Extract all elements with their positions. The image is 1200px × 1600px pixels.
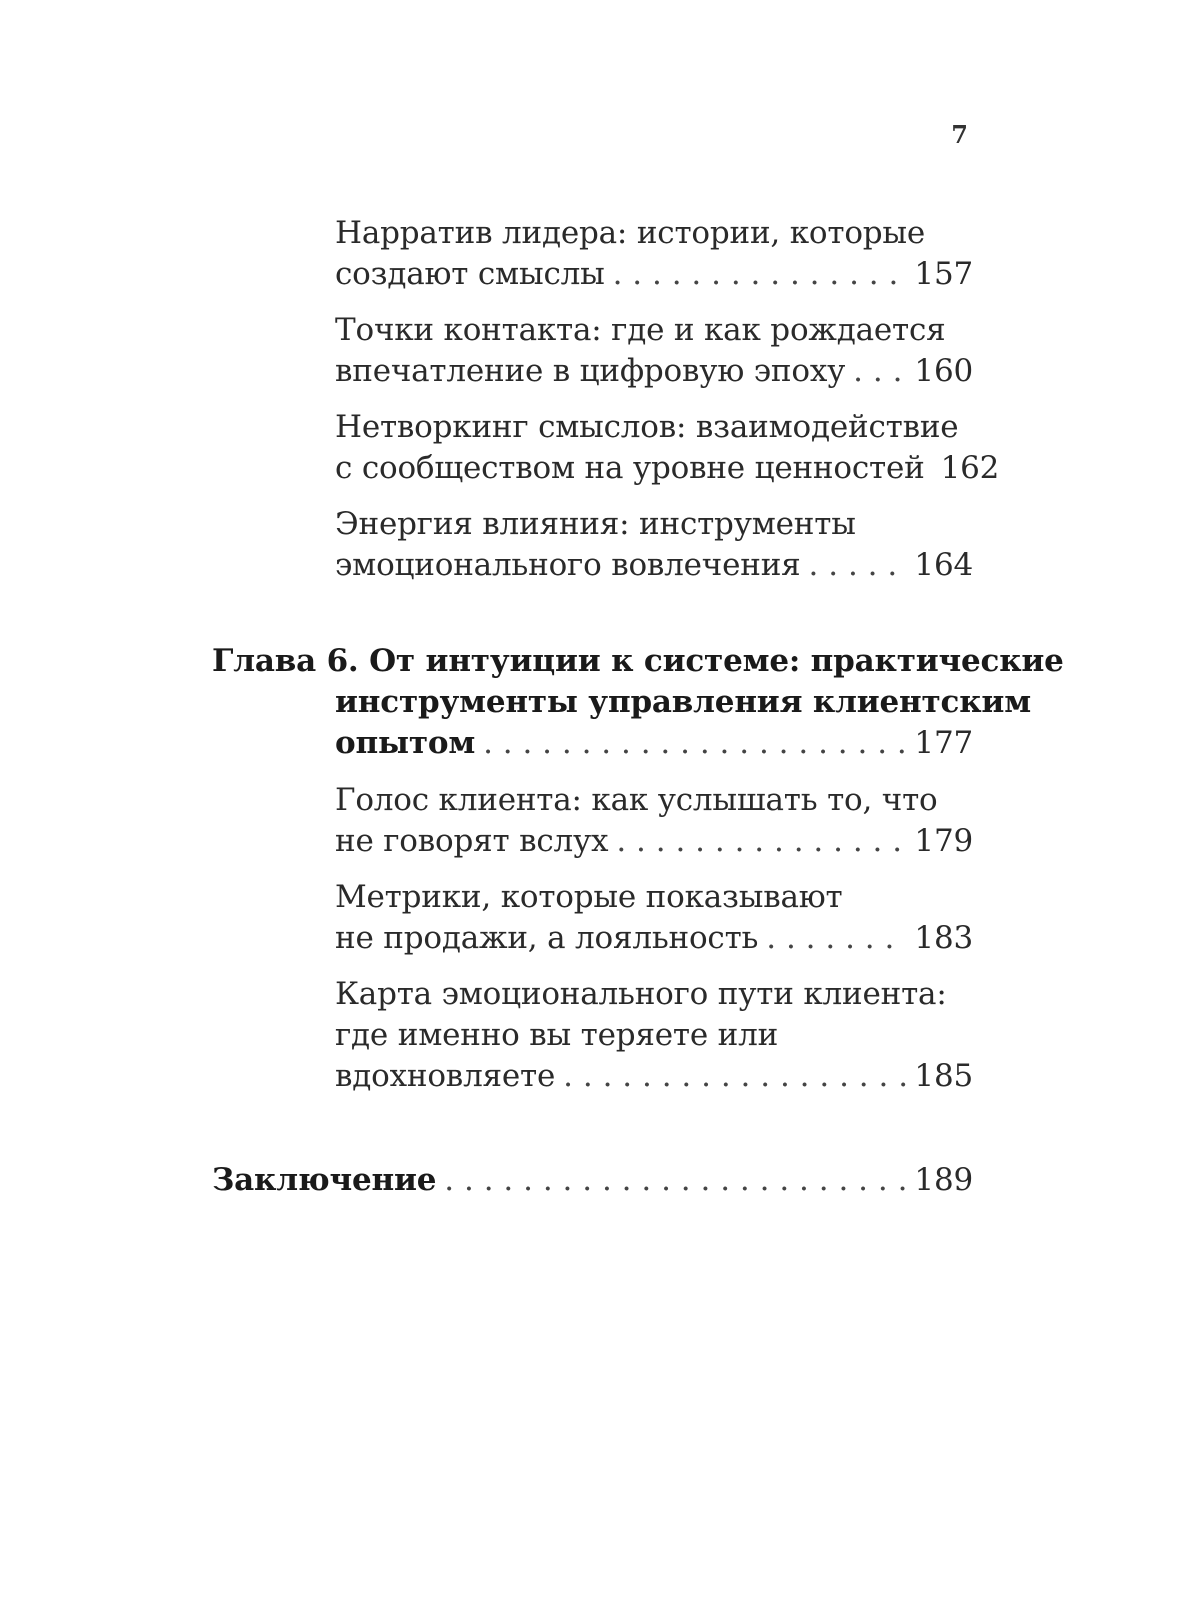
toc-entry[interactable] [335,974,973,1097]
toc-page-number: 183 [914,920,973,956]
toc-entry-title-line: Голос клиента: как услышать то, что [335,782,938,818]
toc-page-number: 185 [914,1058,973,1094]
toc-page-number: 162 [940,450,1000,486]
toc-entry-title-line: Энергия влияния: инструменты [335,506,856,542]
leader-dots [613,254,907,295]
toc-entry-title-line: создают смыслы [335,256,605,292]
leader-dots [616,821,906,862]
toc-entry[interactable] [335,780,973,862]
chapter-title-line: инструменты управления клиентским [335,684,1031,720]
toc-entry-title-line: с сообществом на уровне ценностей [335,450,925,486]
toc-entry-title-line: Нарратив лидера: истории, которые [335,215,926,251]
toc-entry-title-line: Точки контакта: где и как рождается [335,312,946,348]
toc-entry-title-line: Карта эмоционального пути клиента: [335,976,947,1012]
toc-entry-title-line: не продажи, а лояльность [335,920,759,956]
chapter-title-line: Глава 6. От интуиции к системе: практические [212,643,1064,679]
toc-entry[interactable] [335,504,973,586]
toc-entry-title-line: Метрики, которые показывают [335,879,843,915]
leader-dots [766,918,906,959]
toc-entry-title-line: впечатление в цифровую эпоху [335,353,846,389]
toc-chapter-entry[interactable] [212,641,1064,764]
page-number: 7 [951,120,968,149]
toc-entry[interactable] [335,407,1000,489]
toc-entry-title-line: где именно вы теряете или [335,1017,779,1053]
conclusion-title: Заключение [212,1162,437,1198]
toc-entry-title-line: не говорят вслух [335,823,609,859]
toc-entry-title-line: Нетворкинг смыслов: взаимодействие [335,409,959,445]
toc-page-number: 164 [914,547,973,583]
chapter-title-line: опытом [335,725,476,761]
toc-conclusion-entry[interactable] [212,1160,973,1201]
leader-dots [483,723,906,764]
toc-entry[interactable] [335,213,973,295]
leader-dots [444,1160,906,1201]
toc-entry-title-line: эмоционального вовлечения [335,547,801,583]
leader-dots [853,351,906,392]
toc-entry[interactable] [335,877,973,959]
toc-page-number: 179 [914,823,973,859]
leader-dots [809,545,907,586]
leader-dots [563,1056,906,1097]
toc-page-number: 177 [914,725,973,761]
toc-entry-title-line: вдохновляете [335,1058,556,1094]
toc-entry[interactable] [335,310,973,392]
toc-page-number: 189 [914,1162,973,1198]
toc-page-number: 157 [914,256,973,292]
toc-page-number: 160 [914,353,973,389]
